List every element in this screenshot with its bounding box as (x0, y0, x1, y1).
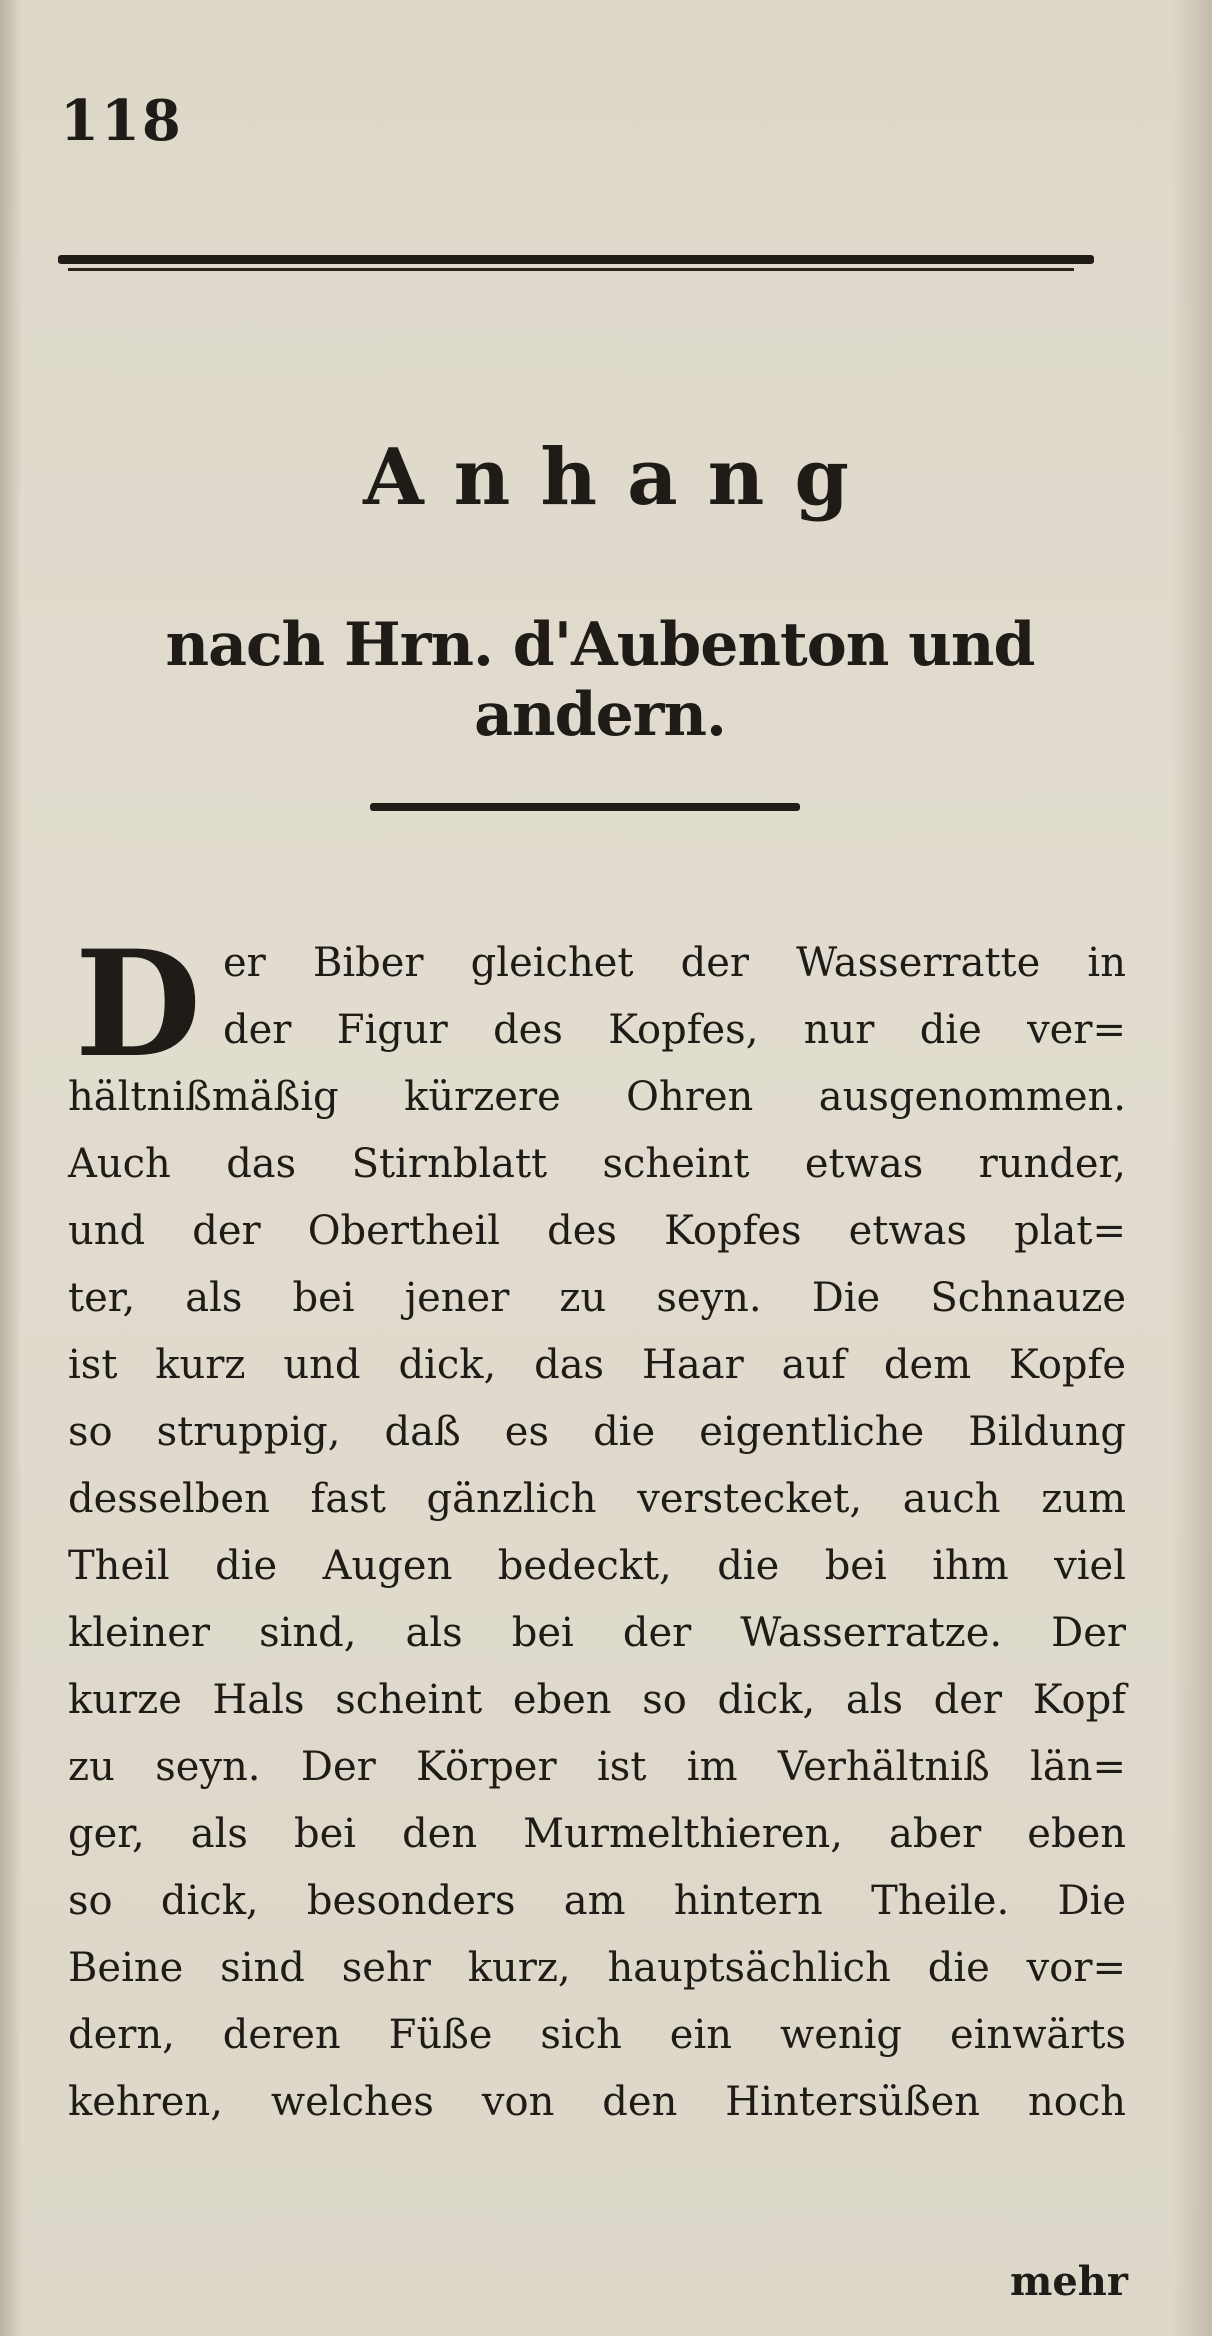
text-line: hältnißmäßig kürzere Ohren ausgenommen. (68, 1074, 1126, 1120)
section-heading: Anhang (363, 432, 879, 523)
text-line: so struppig, daß es die eigentliche Bildung (68, 1409, 1126, 1455)
text-line: er Biber gleichet der Wasserratte in (223, 940, 1126, 986)
body-text (68, 919, 1126, 2136)
text-line: Beine sind sehr kurz, hauptsächlich die vor= (68, 1945, 1126, 1991)
text-line: ist kurz und dick, das Haar auf dem Kopfe (68, 1342, 1126, 1388)
text-line: so dick, besonders am hintern Theile. Die (68, 1878, 1126, 1924)
ornamental-divider (370, 803, 800, 811)
text-line: dern, deren Füße sich ein wenig einwärts (68, 2012, 1126, 2058)
text-line: kleiner sind, als bei der Wasserratze. Der (68, 1610, 1126, 1656)
text-line: der Figur des Kopfes, nur die ver= (223, 1007, 1126, 1053)
text-line: und der Obertheil des Kopfes etwas plat= (68, 1208, 1126, 1254)
header-rule-thick (58, 255, 1094, 264)
text-line: ger, als bei den Murmelthieren, aber eben (68, 1811, 1126, 1857)
text-line: ter, als bei jener zu seyn. Die Schnauze (68, 1275, 1126, 1321)
page-number: 118 (60, 88, 183, 154)
text-line: kehren, welches von den Hintersüßen noch (68, 2079, 1126, 2125)
drop-cap: D (74, 919, 202, 1090)
section-subheading: nach Hrn. d'Aubenton und andern. (165, 610, 1035, 750)
catchword: mehr (1010, 2258, 1128, 2305)
text-line: Auch das Stirnblatt scheint etwas runder, (68, 1141, 1126, 1187)
text-line: zu seyn. Der Körper ist im Verhältniß län= (68, 1744, 1126, 1790)
header-rule (58, 255, 1094, 275)
text-line: kurze Hals scheint eben so dick, als der Kopf (68, 1677, 1126, 1723)
text-line: Theil die Augen bedeckt, die bei ihm viel (68, 1543, 1126, 1589)
header-rule-thin (68, 268, 1074, 271)
text-line: desselben fast gänzlich verstecket, auch zum (68, 1476, 1126, 1522)
